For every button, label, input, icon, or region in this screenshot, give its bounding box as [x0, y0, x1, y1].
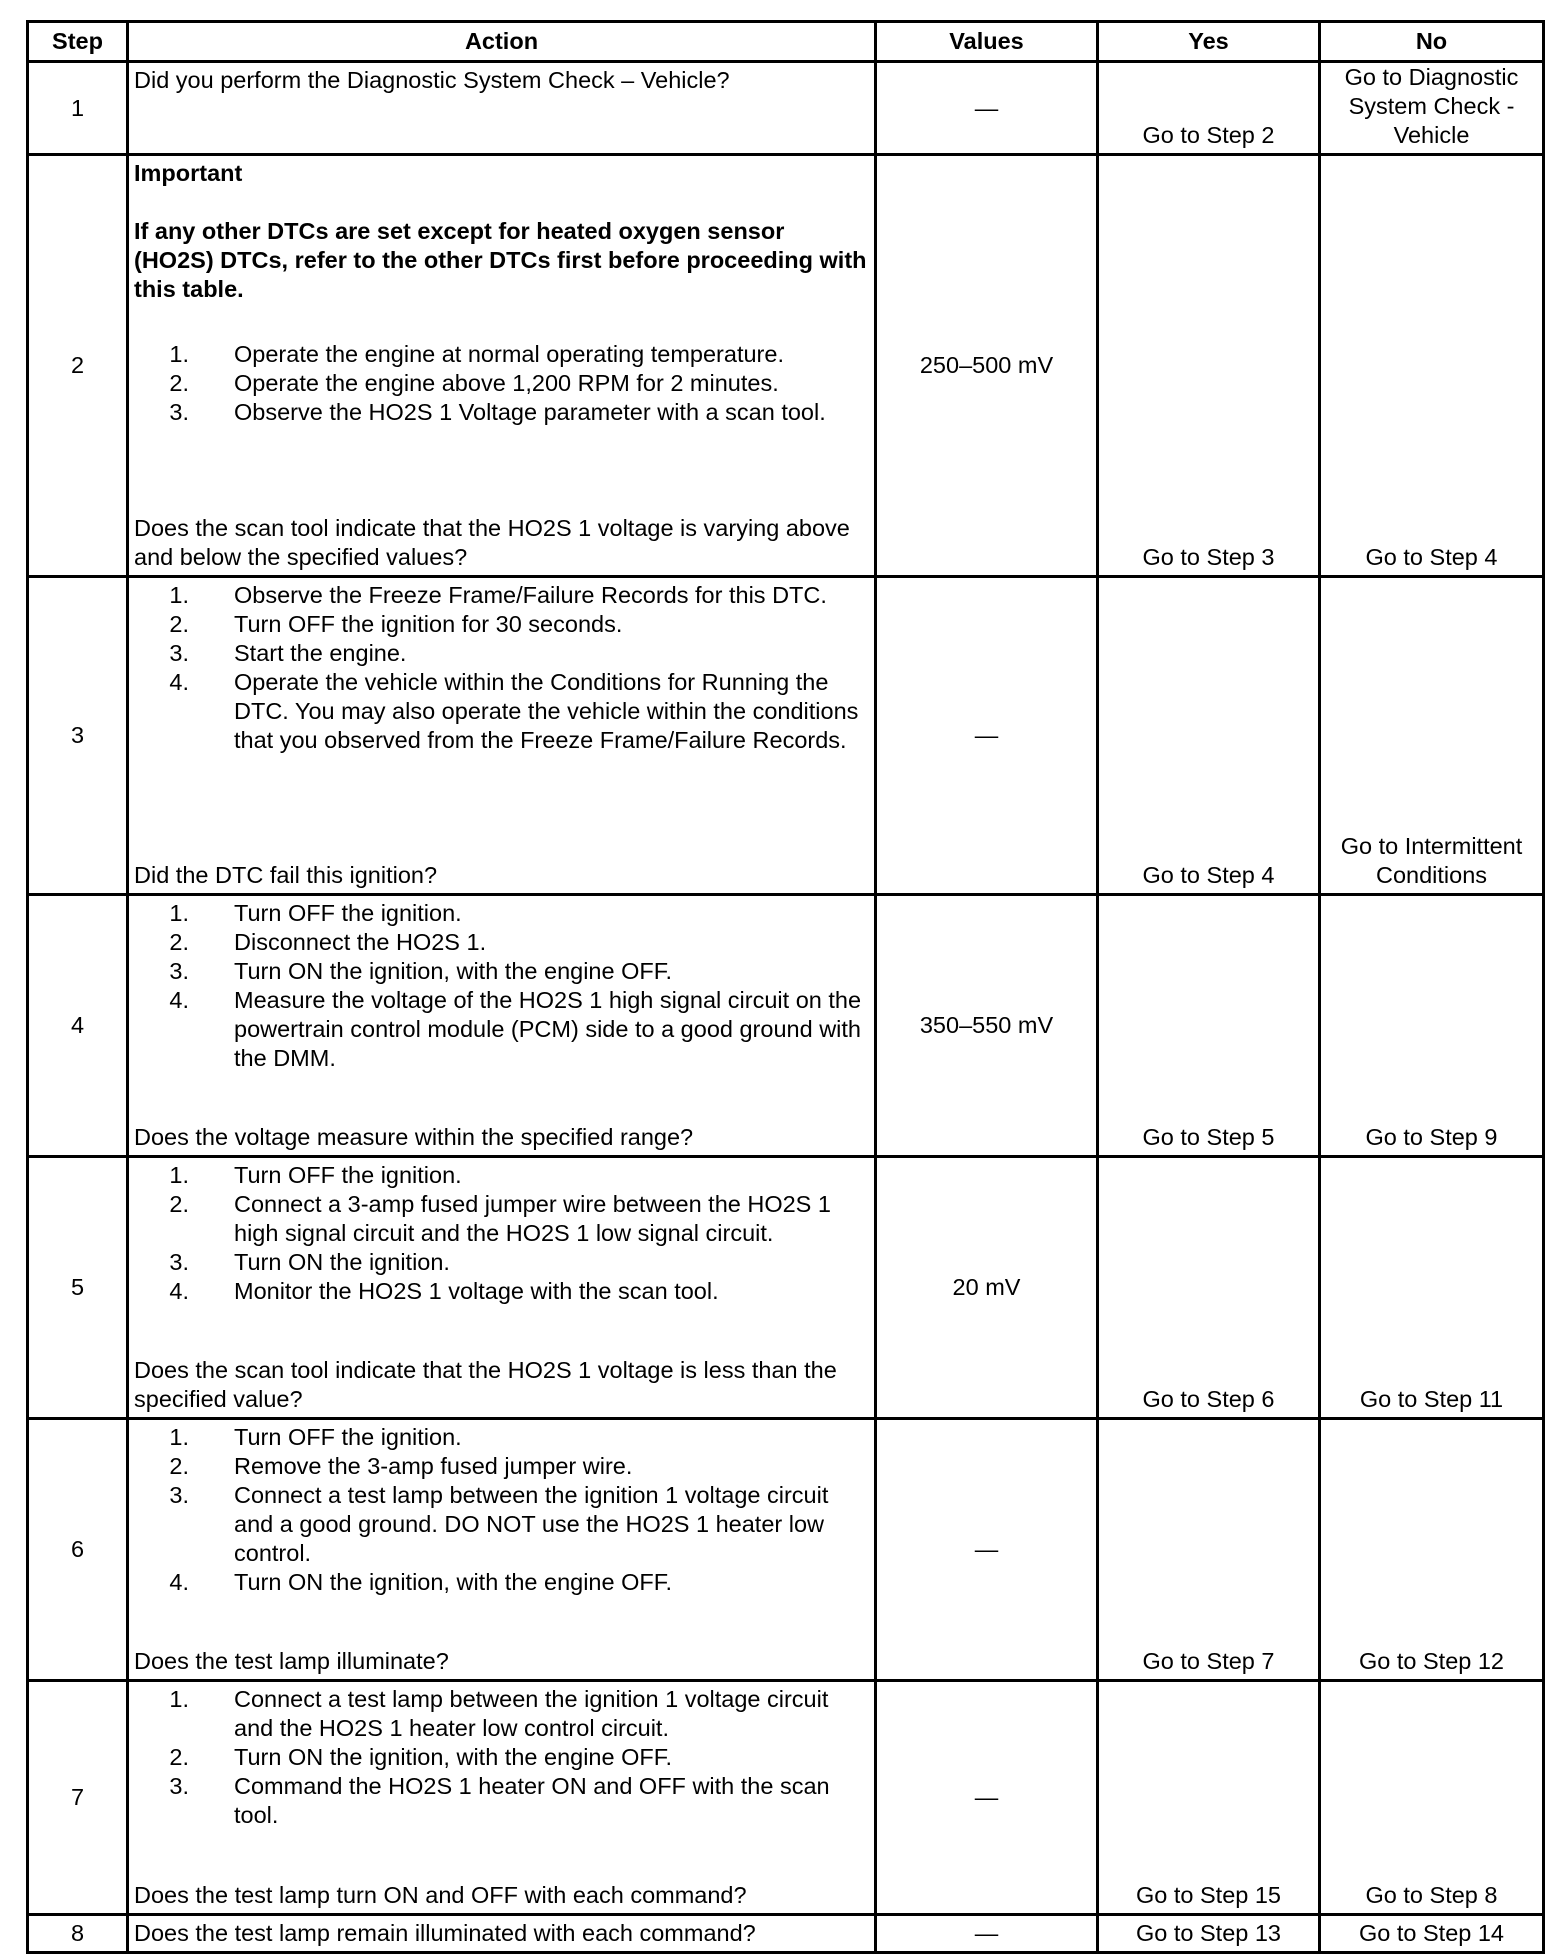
action-cell — [128, 1419, 876, 1681]
item-number: 4. — [169, 669, 189, 695]
header-row — [28, 22, 1544, 62]
action-cell — [128, 1915, 876, 1953]
list-item — [134, 899, 870, 928]
values-cell: — — [876, 1681, 1098, 1915]
step-number: 1 — [28, 62, 128, 155]
procedure-list — [134, 1161, 870, 1306]
item-number: 3. — [169, 958, 189, 984]
item-number: 2. — [169, 929, 189, 955]
values-cell: — — [876, 62, 1098, 155]
yes-cell: Go to Step 2 — [1098, 62, 1320, 155]
list-item — [134, 1452, 870, 1481]
action-cell — [128, 155, 876, 577]
table-row — [28, 1157, 1544, 1419]
no-cell: Go to Step 4 — [1320, 155, 1544, 577]
list-item — [134, 928, 870, 957]
item-text: Turn OFF the ignition for 30 seconds. — [234, 611, 623, 637]
list-item — [134, 1568, 870, 1597]
item-text: Observe the HO2S 1 Voltage parameter with a scan tool. — [234, 399, 826, 425]
question-text: Does the voltage measure within the specified range? — [134, 1124, 694, 1150]
values-cell: — — [876, 577, 1098, 895]
important-text: If any other DTCs are set except for heated oxygen sensor (HO2S) DTCs, refer to the other DTCs first before proceeding with this table. — [134, 218, 867, 302]
item-number: 4. — [169, 1569, 189, 1595]
no-cell: Go to Step 8 — [1320, 1681, 1544, 1915]
yes-cell: Go to Step 15 — [1098, 1681, 1320, 1915]
list-item — [134, 1190, 870, 1248]
item-number: 1. — [169, 900, 189, 926]
list-item — [134, 668, 870, 755]
action-cell — [128, 577, 876, 895]
question-text: Does the test lamp illuminate? — [134, 1648, 449, 1674]
question-text: Does the scan tool indicate that the HO2S 1 voltage is varying above and below the specified values? — [134, 515, 850, 570]
list-item — [134, 581, 870, 610]
no-cell: Go to Diagnostic System Check - Vehicle — [1320, 62, 1544, 155]
yes-cell: Go to Step 13 — [1098, 1915, 1320, 1953]
list-item — [134, 1685, 870, 1743]
item-number: 3. — [169, 640, 189, 666]
step-number: 7 — [28, 1681, 128, 1915]
values-cell: 250–500 mV — [876, 155, 1098, 577]
procedure-list — [134, 899, 870, 1073]
values-cell: — — [876, 1915, 1098, 1953]
item-number: 4. — [169, 987, 189, 1013]
list-item — [134, 1743, 870, 1772]
no-cell: Go to Step 9 — [1320, 895, 1544, 1157]
action-cell — [128, 1157, 876, 1419]
item-text: Connect a 3-amp fused jumper wire between the HO2S 1 high signal circuit and the HO2S 1 low signal circuit. — [234, 1191, 831, 1246]
table-row — [28, 155, 1544, 577]
table-row — [28, 895, 1544, 1157]
list-item — [134, 1161, 870, 1190]
item-text: Turn ON the ignition, with the engine OFF. — [234, 958, 673, 984]
important-title: Important — [134, 160, 243, 186]
yes-cell: Go to Step 6 — [1098, 1157, 1320, 1419]
no-cell: Go to Step 12 — [1320, 1419, 1544, 1681]
procedure-list — [134, 1423, 870, 1597]
yes-cell: Go to Step 7 — [1098, 1419, 1320, 1681]
item-number: 1. — [169, 1686, 189, 1712]
item-text: Turn ON the ignition, with the engine OFF. — [234, 1569, 673, 1595]
diagnostic-table — [26, 20, 1545, 1954]
action-cell — [128, 895, 876, 1157]
item-number: 2. — [169, 1744, 189, 1770]
header-step: Step — [28, 22, 128, 62]
no-cell: Go to Step 11 — [1320, 1157, 1544, 1419]
item-text: Operate the vehicle within the Conditions for Running the DTC. You may also operate the vehicle within the conditions that you observed from the Freeze Frame/Failure Records. — [234, 669, 859, 753]
item-number: 3. — [169, 1482, 189, 1508]
item-text: Turn ON the ignition. — [234, 1249, 450, 1275]
item-text: Disconnect the HO2S 1. — [234, 929, 487, 955]
list-item — [134, 1481, 870, 1568]
question-text: Does the test lamp turn ON and OFF with each command? — [134, 1882, 747, 1908]
header-action: Action — [128, 22, 876, 62]
item-number: 3. — [169, 399, 189, 425]
item-number: 3. — [169, 1249, 189, 1275]
header-no: No — [1320, 22, 1544, 62]
item-number: 1. — [169, 341, 189, 367]
step-number: 5 — [28, 1157, 128, 1419]
step-number: 4 — [28, 895, 128, 1157]
item-text: Operate the engine at normal operating temperature. — [234, 341, 784, 367]
item-number: 2. — [169, 1191, 189, 1217]
item-text: Operate the engine above 1,200 RPM for 2 minutes. — [234, 370, 779, 396]
list-item — [134, 986, 870, 1073]
list-item — [134, 1277, 870, 1306]
question-text: Does the scan tool indicate that the HO2S 1 voltage is less than the specified value? — [134, 1357, 837, 1412]
list-item — [134, 639, 870, 668]
header-values: Values — [876, 22, 1098, 62]
item-number: 1. — [169, 582, 189, 608]
list-item — [134, 340, 870, 369]
list-item — [134, 369, 870, 398]
values-cell: — — [876, 1419, 1098, 1681]
item-text: Observe the Freeze Frame/Failure Records for this DTC. — [234, 582, 827, 608]
header-yes: Yes — [1098, 22, 1320, 62]
step-number: 8 — [28, 1915, 128, 1953]
table-row — [28, 577, 1544, 895]
step-number: 2 — [28, 155, 128, 577]
item-number: 2. — [169, 611, 189, 637]
question-text: Did the DTC fail this ignition? — [134, 862, 438, 888]
item-text: Start the engine. — [234, 640, 407, 666]
item-number: 1. — [169, 1424, 189, 1450]
list-item — [134, 957, 870, 986]
item-text: Command the HO2S 1 heater ON and OFF with the scan tool. — [234, 1773, 830, 1828]
yes-cell: Go to Step 3 — [1098, 155, 1320, 577]
list-item — [134, 1248, 870, 1277]
table-row — [28, 1681, 1544, 1915]
item-text: Connect a test lamp between the ignition 1 voltage circuit and a good ground. DO NOT use the HO2S 1 heater low control. — [234, 1482, 829, 1566]
item-text: Turn OFF the ignition. — [234, 1162, 462, 1188]
question-text: Did you perform the Diagnostic System Check – Vehicle? — [134, 67, 730, 93]
yes-cell: Go to Step 5 — [1098, 895, 1320, 1157]
item-number: 3. — [169, 1773, 189, 1799]
procedure-list — [134, 1685, 870, 1830]
item-text: Monitor the HO2S 1 voltage with the scan tool. — [234, 1278, 719, 1304]
item-text: Turn ON the ignition, with the engine OFF. — [234, 1744, 673, 1770]
diagnostic-table-sheet — [26, 20, 1542, 1954]
no-cell: Go to Intermittent Conditions — [1320, 577, 1544, 895]
item-text: Measure the voltage of the HO2S 1 high signal circuit on the powertrain control module (PCM) side to a good ground with the DMM. — [234, 987, 862, 1071]
action-cell — [128, 1681, 876, 1915]
list-item — [134, 610, 870, 639]
yes-cell: Go to Step 4 — [1098, 577, 1320, 895]
step-number: 3 — [28, 577, 128, 895]
values-cell: 350–550 mV — [876, 895, 1098, 1157]
item-text: Turn OFF the ignition. — [234, 900, 462, 926]
list-item — [134, 1423, 870, 1452]
item-number: 2. — [169, 1453, 189, 1479]
item-text: Remove the 3-amp fused jumper wire. — [234, 1453, 633, 1479]
list-item — [134, 1772, 870, 1830]
list-item — [134, 398, 870, 427]
item-number: 4. — [169, 1278, 189, 1304]
item-number: 2. — [169, 370, 189, 396]
values-cell: 20 mV — [876, 1157, 1098, 1419]
step-number: 6 — [28, 1419, 128, 1681]
question-text: Does the test lamp remain illuminated with each command? — [134, 1920, 756, 1946]
procedure-list — [134, 340, 870, 427]
procedure-list — [134, 581, 870, 755]
table-row — [28, 1915, 1544, 1953]
item-text: Connect a test lamp between the ignition 1 voltage circuit and the HO2S 1 heater low control circuit. — [234, 1686, 829, 1741]
item-text: Turn OFF the ignition. — [234, 1424, 462, 1450]
table-row — [28, 62, 1544, 155]
action-cell — [128, 62, 876, 155]
item-number: 1. — [169, 1162, 189, 1188]
table-row — [28, 1419, 1544, 1681]
no-cell: Go to Step 14 — [1320, 1915, 1544, 1953]
